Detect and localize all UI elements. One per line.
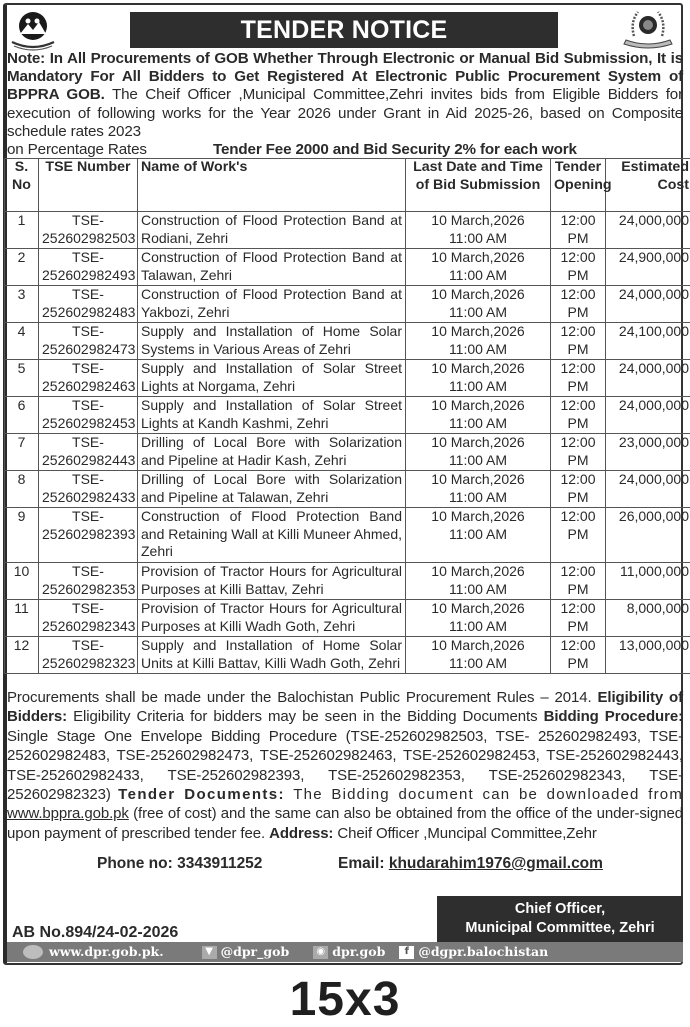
bid-date: 10 March,2026: [431, 434, 524, 450]
tse-number: 252602982323: [42, 655, 135, 671]
opening-ampm: PM: [568, 230, 589, 246]
cell-cost: 24,000,000: [606, 286, 690, 323]
cell-work-name: Construction of Flood Protection Band at Rodiani, Zehri: [138, 212, 406, 249]
table-row: [5, 397, 690, 434]
cell-date: [406, 286, 551, 323]
table-row: [5, 212, 690, 249]
tse-prefix: TSE-: [72, 508, 104, 524]
ad-size-label: 15x3: [0, 972, 690, 1027]
header-opening: Tender Opening: [551, 159, 606, 212]
cell-sno: 2: [5, 249, 39, 286]
opening-time: 12:00: [560, 249, 595, 265]
opening-ampm: PM: [568, 415, 589, 431]
cell-tse: [39, 434, 138, 471]
cell-cost: 24,900,000: [606, 249, 690, 286]
cell-sno: 11: [5, 600, 39, 637]
email-label: Email:: [338, 855, 389, 872]
tse-number: 252602982463: [42, 378, 135, 394]
opening-time: 12:00: [560, 508, 595, 524]
signer-box: [437, 896, 683, 942]
cell-work-name: Drilling of Local Bore with Solarization and Pipeline at Talawan, Zehri: [138, 471, 406, 508]
table-row: [5, 600, 690, 637]
bid-time: 11:00 AM: [449, 618, 507, 634]
cell-opening: [551, 397, 606, 434]
tse-number: 252602982433: [42, 489, 135, 505]
cell-sno: 5: [5, 360, 39, 397]
website-link[interactable]: www.dpr.gob.pk.: [49, 942, 164, 962]
cell-tse: [39, 397, 138, 434]
header-date: Last Date and Time of Bid Submission: [406, 159, 551, 212]
tse-number: 252602982393: [42, 526, 135, 542]
table-row: [5, 360, 690, 397]
tse-number: 252602982493: [42, 267, 135, 283]
documents-label: Tender Documents:: [118, 786, 285, 803]
tse-prefix: TSE-: [72, 249, 104, 265]
tse-prefix: TSE-: [72, 286, 104, 302]
cell-opening: [551, 212, 606, 249]
procedure-text: Single Stage One Envelope Bidding Procedure (TSE-252602982503, TSE- 252602982493, TSE-252602982483, TSE-252602982473, TSE-252602982463, TSE-252602982453, TSE-252602982443, TSE-252602982433, TSE-252602982393, TSE-252602982353, TSE-252602982343, TSE-252602982323): [7, 728, 683, 803]
opening-time: 12:00: [560, 471, 595, 487]
note-text: Note: In All Procurements of GOB Whether Through Electronic or Manual Bid Submission, It is Mandatory For All Bidders to Get Registered At Electronic Public Procurement System of BPPRA GOB.: [7, 50, 683, 103]
cell-work-name: Provision of Tractor Hours for Agricultural Purposes at Killi Battav, Zehri: [138, 563, 406, 600]
cell-tse: [39, 286, 138, 323]
bid-time: 11:00 AM: [449, 452, 507, 468]
cell-sno: 1: [5, 212, 39, 249]
opening-ampm: PM: [568, 378, 589, 394]
bid-date: 10 March,2026: [431, 508, 524, 524]
tse-number: 252602982443: [42, 452, 135, 468]
opening-time: 12:00: [560, 397, 595, 413]
instagram-icon: ◉: [313, 946, 328, 959]
bid-time: 11:00 AM: [449, 378, 507, 394]
table-row: [5, 286, 690, 323]
header-tse: TSE Number: [39, 159, 138, 212]
bid-time: 11:00 AM: [449, 267, 507, 283]
cell-sno: 8: [5, 471, 39, 508]
cell-opening: [551, 323, 606, 360]
fee-text: Tender Fee 2000 and Bid Security 2% for each work: [213, 141, 577, 159]
bid-date: 10 March,2026: [431, 563, 524, 579]
tse-prefix: TSE-: [72, 471, 104, 487]
cell-cost: 8,000,000: [606, 600, 690, 637]
bid-date: 10 March,2026: [431, 360, 524, 376]
documents-text: The Bidding document can be downloaded from: [285, 786, 683, 803]
opening-time: 12:00: [560, 600, 595, 616]
tse-prefix: TSE-: [72, 563, 104, 579]
tse-number: 252602982503: [42, 230, 135, 246]
page-title: TENDER NOTICE: [130, 12, 558, 48]
cell-date: [406, 471, 551, 508]
cell-tse: [39, 323, 138, 360]
cell-opening: [551, 471, 606, 508]
table-header-row: [5, 159, 690, 212]
address-text: Cheif Officer ,Muncipal Committee,Zehr: [333, 825, 596, 842]
bid-date: 10 March,2026: [431, 323, 524, 339]
cell-work-name: Provision of Tractor Hours for Agricultural Purposes at Killi Wadh Goth, Zehri: [138, 600, 406, 637]
bid-time: 11:00 AM: [449, 230, 507, 246]
cell-sno: 6: [5, 397, 39, 434]
cell-work-name: Supply and Installation of Solar Street Lights at Norgama, Zehri: [138, 360, 406, 397]
header-name: Name of Work's: [138, 159, 406, 212]
cell-date: [406, 508, 551, 563]
opening-ampm: PM: [568, 618, 589, 634]
cell-cost: 24,100,000: [606, 323, 690, 360]
tse-number: 252602982343: [42, 618, 135, 634]
bid-time: 11:00 AM: [449, 489, 507, 505]
cell-opening: [551, 637, 606, 674]
cell-work-name: Supply and Installation of Home Solar Systems in Various Areas of Zehri: [138, 323, 406, 360]
tse-number: 252602982453: [42, 415, 135, 431]
cell-date: [406, 360, 551, 397]
cell-date: [406, 249, 551, 286]
bid-date: 10 March,2026: [431, 600, 524, 616]
cell-cost: 24,000,000: [606, 397, 690, 434]
cell-opening: [551, 508, 606, 563]
table-row: [5, 249, 690, 286]
rules-text: Procurements shall be made under the Balochistan Public Procurement Rules – 2014.: [7, 689, 598, 706]
globe-icon: [23, 945, 43, 959]
table-row: [5, 434, 690, 471]
opening-ampm: PM: [568, 655, 589, 671]
cell-work-name: Drilling of Local Bore with Solarization and Pipeline at Hadir Kash, Zehri: [138, 434, 406, 471]
email-address[interactable]: khudarahim1976@gmail.com: [389, 855, 603, 872]
phone-label: Phone no:: [97, 855, 177, 872]
bid-time: 11:00 AM: [449, 341, 507, 357]
cell-tse: [39, 563, 138, 600]
cell-work-name: Construction of Flood Protection Band at Yakbozi, Zehri: [138, 286, 406, 323]
cell-cost: 11,000,000: [606, 563, 690, 600]
bid-time: 11:00 AM: [449, 415, 507, 431]
social-bar: [7, 942, 683, 962]
cell-sno: 9: [5, 508, 39, 563]
tse-prefix: TSE-: [72, 323, 104, 339]
bppra-link[interactable]: www.bppra.gob.pk: [7, 805, 129, 822]
cell-sno: 12: [5, 637, 39, 674]
eligibility-text: Eligibility Criteria for bidders may be seen in the Bidding Documents: [67, 708, 544, 725]
bid-time: 11:00 AM: [449, 581, 507, 597]
opening-ampm: PM: [568, 489, 589, 505]
bid-date: 10 March,2026: [431, 286, 524, 302]
cell-sno: 7: [5, 434, 39, 471]
table-row: [5, 563, 690, 600]
tse-number: 252602982483: [42, 304, 135, 320]
cell-opening: [551, 600, 606, 637]
cell-sno: 4: [5, 323, 39, 360]
address-label: Address:: [269, 825, 333, 842]
cell-opening: [551, 249, 606, 286]
header-sno: S. No: [5, 159, 39, 212]
documents-text-2: (free of cost) and the same can also be obtained from the office of the under-signed upon payment of prescribed tender fee.: [7, 805, 683, 841]
cell-work-name: Construction of Flood Protection Band and Retaining Wall at Killi Muneer Ahmed, Zehri: [138, 508, 406, 563]
tse-prefix: TSE-: [72, 600, 104, 616]
cell-sno: 10: [5, 563, 39, 600]
cell-opening: [551, 286, 606, 323]
cell-cost: 26,000,000: [606, 508, 690, 563]
opening-ampm: PM: [568, 452, 589, 468]
instagram-handle[interactable]: dpr.gob: [332, 942, 385, 962]
header-cost: Estimated Cost: [606, 159, 690, 212]
table-row: [5, 323, 690, 360]
tse-number: 252602982353: [42, 581, 135, 597]
tse-prefix: TSE-: [72, 434, 104, 450]
opening-time: 12:00: [560, 323, 595, 339]
cell-cost: 23,000,000: [606, 434, 690, 471]
cell-work-name: Supply and Installation of Solar Street Lights at Kandh Kashmi, Zehri: [138, 397, 406, 434]
works-table: [4, 158, 690, 674]
phone-number: 3343911252: [177, 855, 262, 872]
cell-tse: [39, 637, 138, 674]
cell-tse: [39, 360, 138, 397]
cell-sno: 3: [5, 286, 39, 323]
opening-time: 12:00: [560, 360, 595, 376]
cell-date: [406, 563, 551, 600]
bid-date: 10 March,2026: [431, 212, 524, 228]
cell-work-name: Supply and Installation of Home Solar Units at Killi Battav, Killi Wadh Goth, Zehri: [138, 637, 406, 674]
balochistan-emblem-icon: [8, 8, 58, 52]
opening-time: 12:00: [560, 212, 595, 228]
cell-tse: [39, 212, 138, 249]
twitter-handle[interactable]: @dpr_gob: [221, 942, 290, 962]
cell-date: [406, 600, 551, 637]
opening-ampm: PM: [568, 341, 589, 357]
twitter-icon: ▼: [202, 946, 217, 959]
opening-ampm: PM: [568, 526, 589, 542]
cell-cost: 13,000,000: [606, 637, 690, 674]
bid-date: 10 March,2026: [431, 397, 524, 413]
intro-paragraph: [7, 50, 683, 159]
cell-cost: 24,000,000: [606, 471, 690, 508]
dpr-emblem-icon: [618, 8, 678, 52]
bid-time: 11:00 AM: [449, 526, 507, 542]
cell-cost: 24,000,000: [606, 360, 690, 397]
cell-date: [406, 637, 551, 674]
cell-opening: [551, 563, 606, 600]
opening-ampm: PM: [568, 267, 589, 283]
opening-time: 12:00: [560, 434, 595, 450]
tse-prefix: TSE-: [72, 637, 104, 653]
table-row: [5, 508, 690, 563]
table-row: [5, 471, 690, 508]
opening-time: 12:00: [560, 286, 595, 302]
opening-ampm: PM: [568, 304, 589, 320]
cell-date: [406, 434, 551, 471]
cell-opening: [551, 434, 606, 471]
bid-date: 10 March,2026: [431, 249, 524, 265]
bid-date: 10 March,2026: [431, 637, 524, 653]
rates-text: on Percentage Rates: [7, 141, 213, 159]
tse-prefix: TSE-: [72, 397, 104, 413]
cell-opening: [551, 360, 606, 397]
cell-tse: [39, 600, 138, 637]
facebook-handle[interactable]: @dgpr.balochistan: [418, 942, 548, 962]
cell-work-name: Construction of Flood Protection Band at Talawan, Zehri: [138, 249, 406, 286]
bid-time: 11:00 AM: [449, 655, 507, 671]
email-contact: [338, 855, 603, 873]
procedure-label: Bidding Procedure:: [544, 708, 683, 725]
cell-date: [406, 323, 551, 360]
bid-date: 10 March,2026: [431, 471, 524, 487]
bid-time: 11:00 AM: [449, 304, 507, 320]
intro-body: The Cheif Officer ,Municipal Committee,Zehri invites bids from Eligible Bidders for execution of following works for the Year 2026 under Grant in Aid 2025-26, based on Composite schedule rates 2023: [7, 86, 683, 139]
cell-tse: [39, 249, 138, 286]
cell-tse: [39, 471, 138, 508]
facebook-icon: f: [399, 946, 414, 959]
phone-contact: [97, 855, 262, 873]
table-row: [5, 637, 690, 674]
eligibility-label: Eligibility of Bidders:: [7, 689, 683, 725]
cell-tse: [39, 508, 138, 563]
opening-time: 12:00: [560, 563, 595, 579]
cell-cost: 24,000,000: [606, 212, 690, 249]
tse-prefix: TSE-: [72, 360, 104, 376]
signer-office: Municipal Committee, Zehri: [437, 919, 683, 938]
opening-ampm: PM: [568, 581, 589, 597]
tse-prefix: TSE-: [72, 212, 104, 228]
cell-date: [406, 212, 551, 249]
signer-title: Chief Officer,: [437, 900, 683, 919]
ab-number: AB No.894/24-02-2026: [12, 924, 178, 942]
cell-date: [406, 397, 551, 434]
tse-number: 252602982473: [42, 341, 135, 357]
procurement-details: [7, 688, 683, 843]
opening-time: 12:00: [560, 637, 595, 653]
